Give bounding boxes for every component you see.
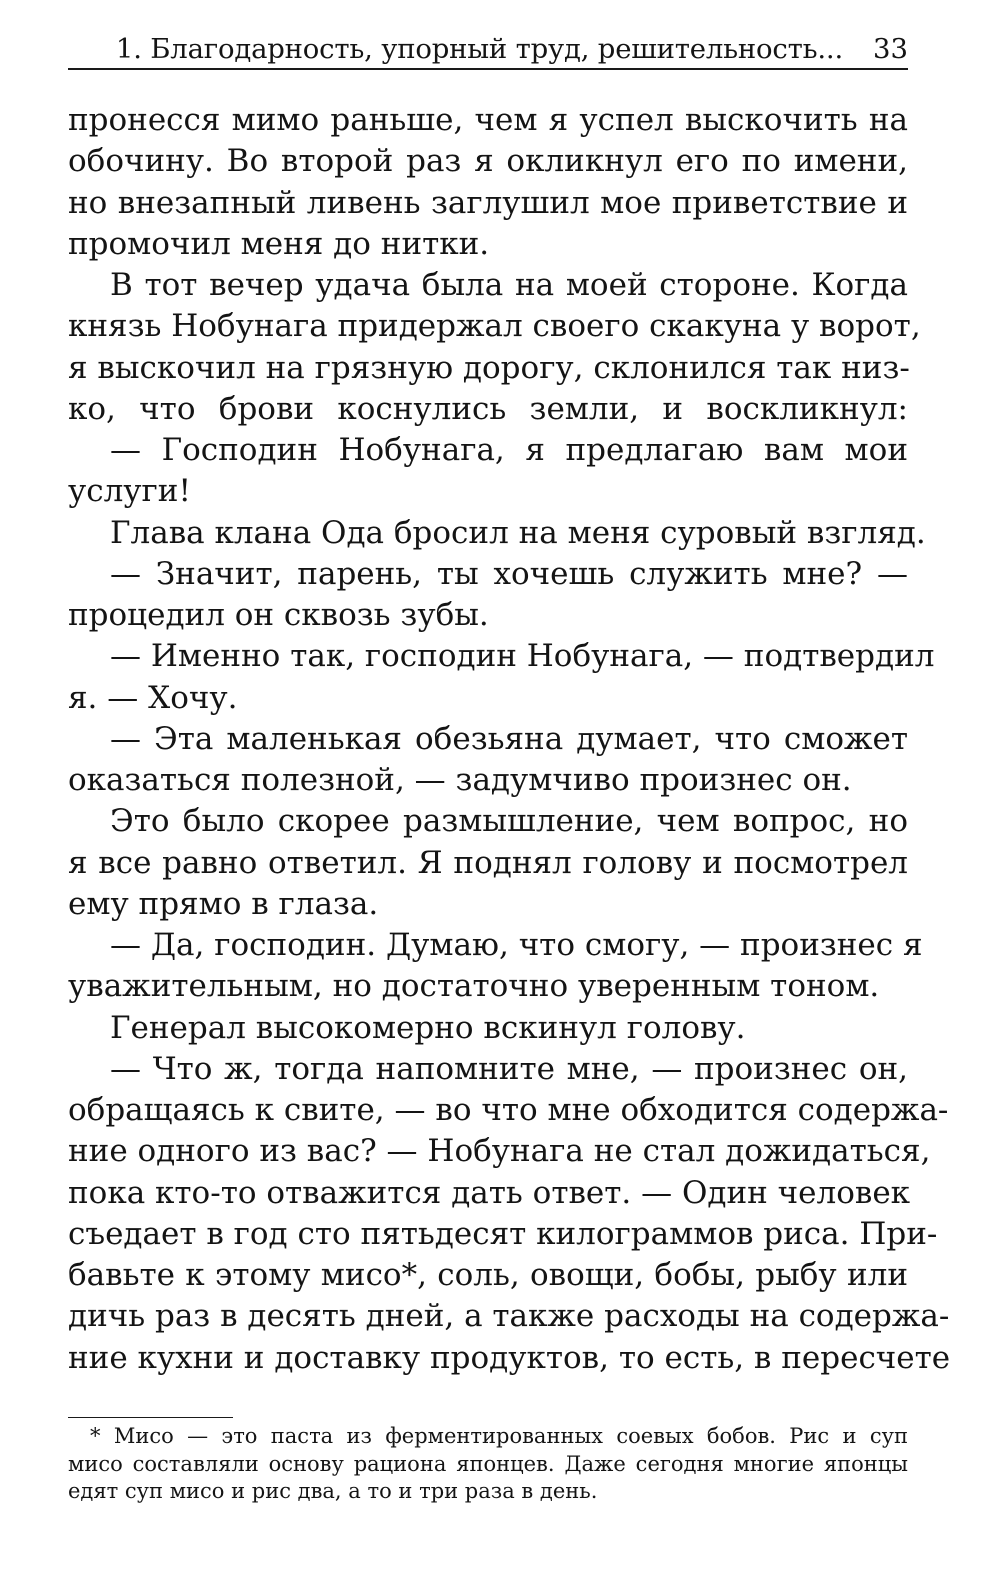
footnote-line: едят суп мисо и рис два, а то и три раза в день.: [68, 1479, 598, 1503]
text-line: ко, что брови коснулись земли, и воскликнул:: [68, 390, 908, 427]
running-head: [68, 30, 908, 70]
text-line: князь Нобунага придержал своего скакуна у ворот,: [68, 308, 921, 345]
text-line: ему прямо в глаза.: [68, 885, 379, 922]
text-line: но внезапный ливень заглушил мое приветствие и: [68, 184, 908, 221]
text-line: — Именно так, господин Нобунага, — подтвердил: [110, 638, 935, 675]
text-line: Это было скорее размышление, чем вопрос, но: [110, 803, 908, 840]
text-line: дичь раз в десять дней, а также расходы на содержа-: [68, 1298, 950, 1335]
text-line: — Эта маленькая обезьяна думает, что сможет: [110, 720, 908, 757]
text-line: уважительным, но достаточно уверенным тоном.: [68, 968, 880, 1005]
text-line: — Что ж, тогда напомните мне, — произнес он,: [110, 1050, 908, 1087]
text-line: услуги!: [68, 473, 191, 510]
text-line: процедил он сквозь зубы.: [68, 597, 489, 633]
footnote: [68, 1423, 908, 1506]
text-line: обращаясь к свите, — во что мне обходится содержа-: [68, 1092, 949, 1128]
text-line: бавьте к этому мисо*, соль, овощи, бобы, рыбу или: [68, 1257, 908, 1293]
text-line: съедает в год сто пятьдесят килограммов риса. При-: [68, 1215, 938, 1252]
text-line: — Да, господин. Думаю, что смогу, — произнес я: [110, 927, 923, 963]
body-text: [68, 100, 951, 1379]
text-line: пока кто-то отважится дать ответ. — Один человек: [68, 1174, 911, 1211]
text-line: я все равно ответил. Я поднял голову и посмотрел: [68, 844, 908, 881]
page-number: 33: [873, 33, 908, 65]
text-line: я. — Хочу.: [68, 679, 238, 716]
text-line: — Господин Нобунага, я предлагаю вам мои: [110, 432, 908, 468]
text-line: ние одного из вас? — Нобунага не стал дожидаться,: [68, 1133, 931, 1170]
text-line: ние кухни и доставку продуктов, то есть, в пересчете: [68, 1339, 951, 1376]
footnote-divider: [68, 1417, 233, 1418]
text-line: пронесся мимо раньше, чем я успел выскочить на: [68, 102, 908, 138]
text-line: В тот вечер удача была на моей стороне. Когда: [110, 267, 908, 303]
text-line: я выскочил на грязную дорогу, склонился так низ-: [68, 349, 910, 386]
chapter-title: 1. Благодарность, упорный труд, решительность...: [115, 33, 843, 65]
text-line: обочину. Во второй раз я окликнул его по имени,: [68, 143, 908, 180]
footnote-line: * Мисо — это паста из ферментированных соевых бобов. Рис и суп: [90, 1424, 908, 1448]
text-line: оказаться полезной, — задумчиво произнес он.: [68, 762, 852, 798]
text-line: Генерал высокомерно вскинул голову.: [110, 1009, 746, 1046]
footnote-line: мисо составляли основу рациона японцев. Даже сегодня многие японцы: [68, 1451, 908, 1476]
text-line: — Значит, парень, ты хочешь служить мне? —: [110, 555, 908, 592]
text-line: промочил меня до нитки.: [68, 225, 490, 262]
text-line: Глава клана Ода бросил на меня суровый взгляд.: [110, 514, 926, 551]
